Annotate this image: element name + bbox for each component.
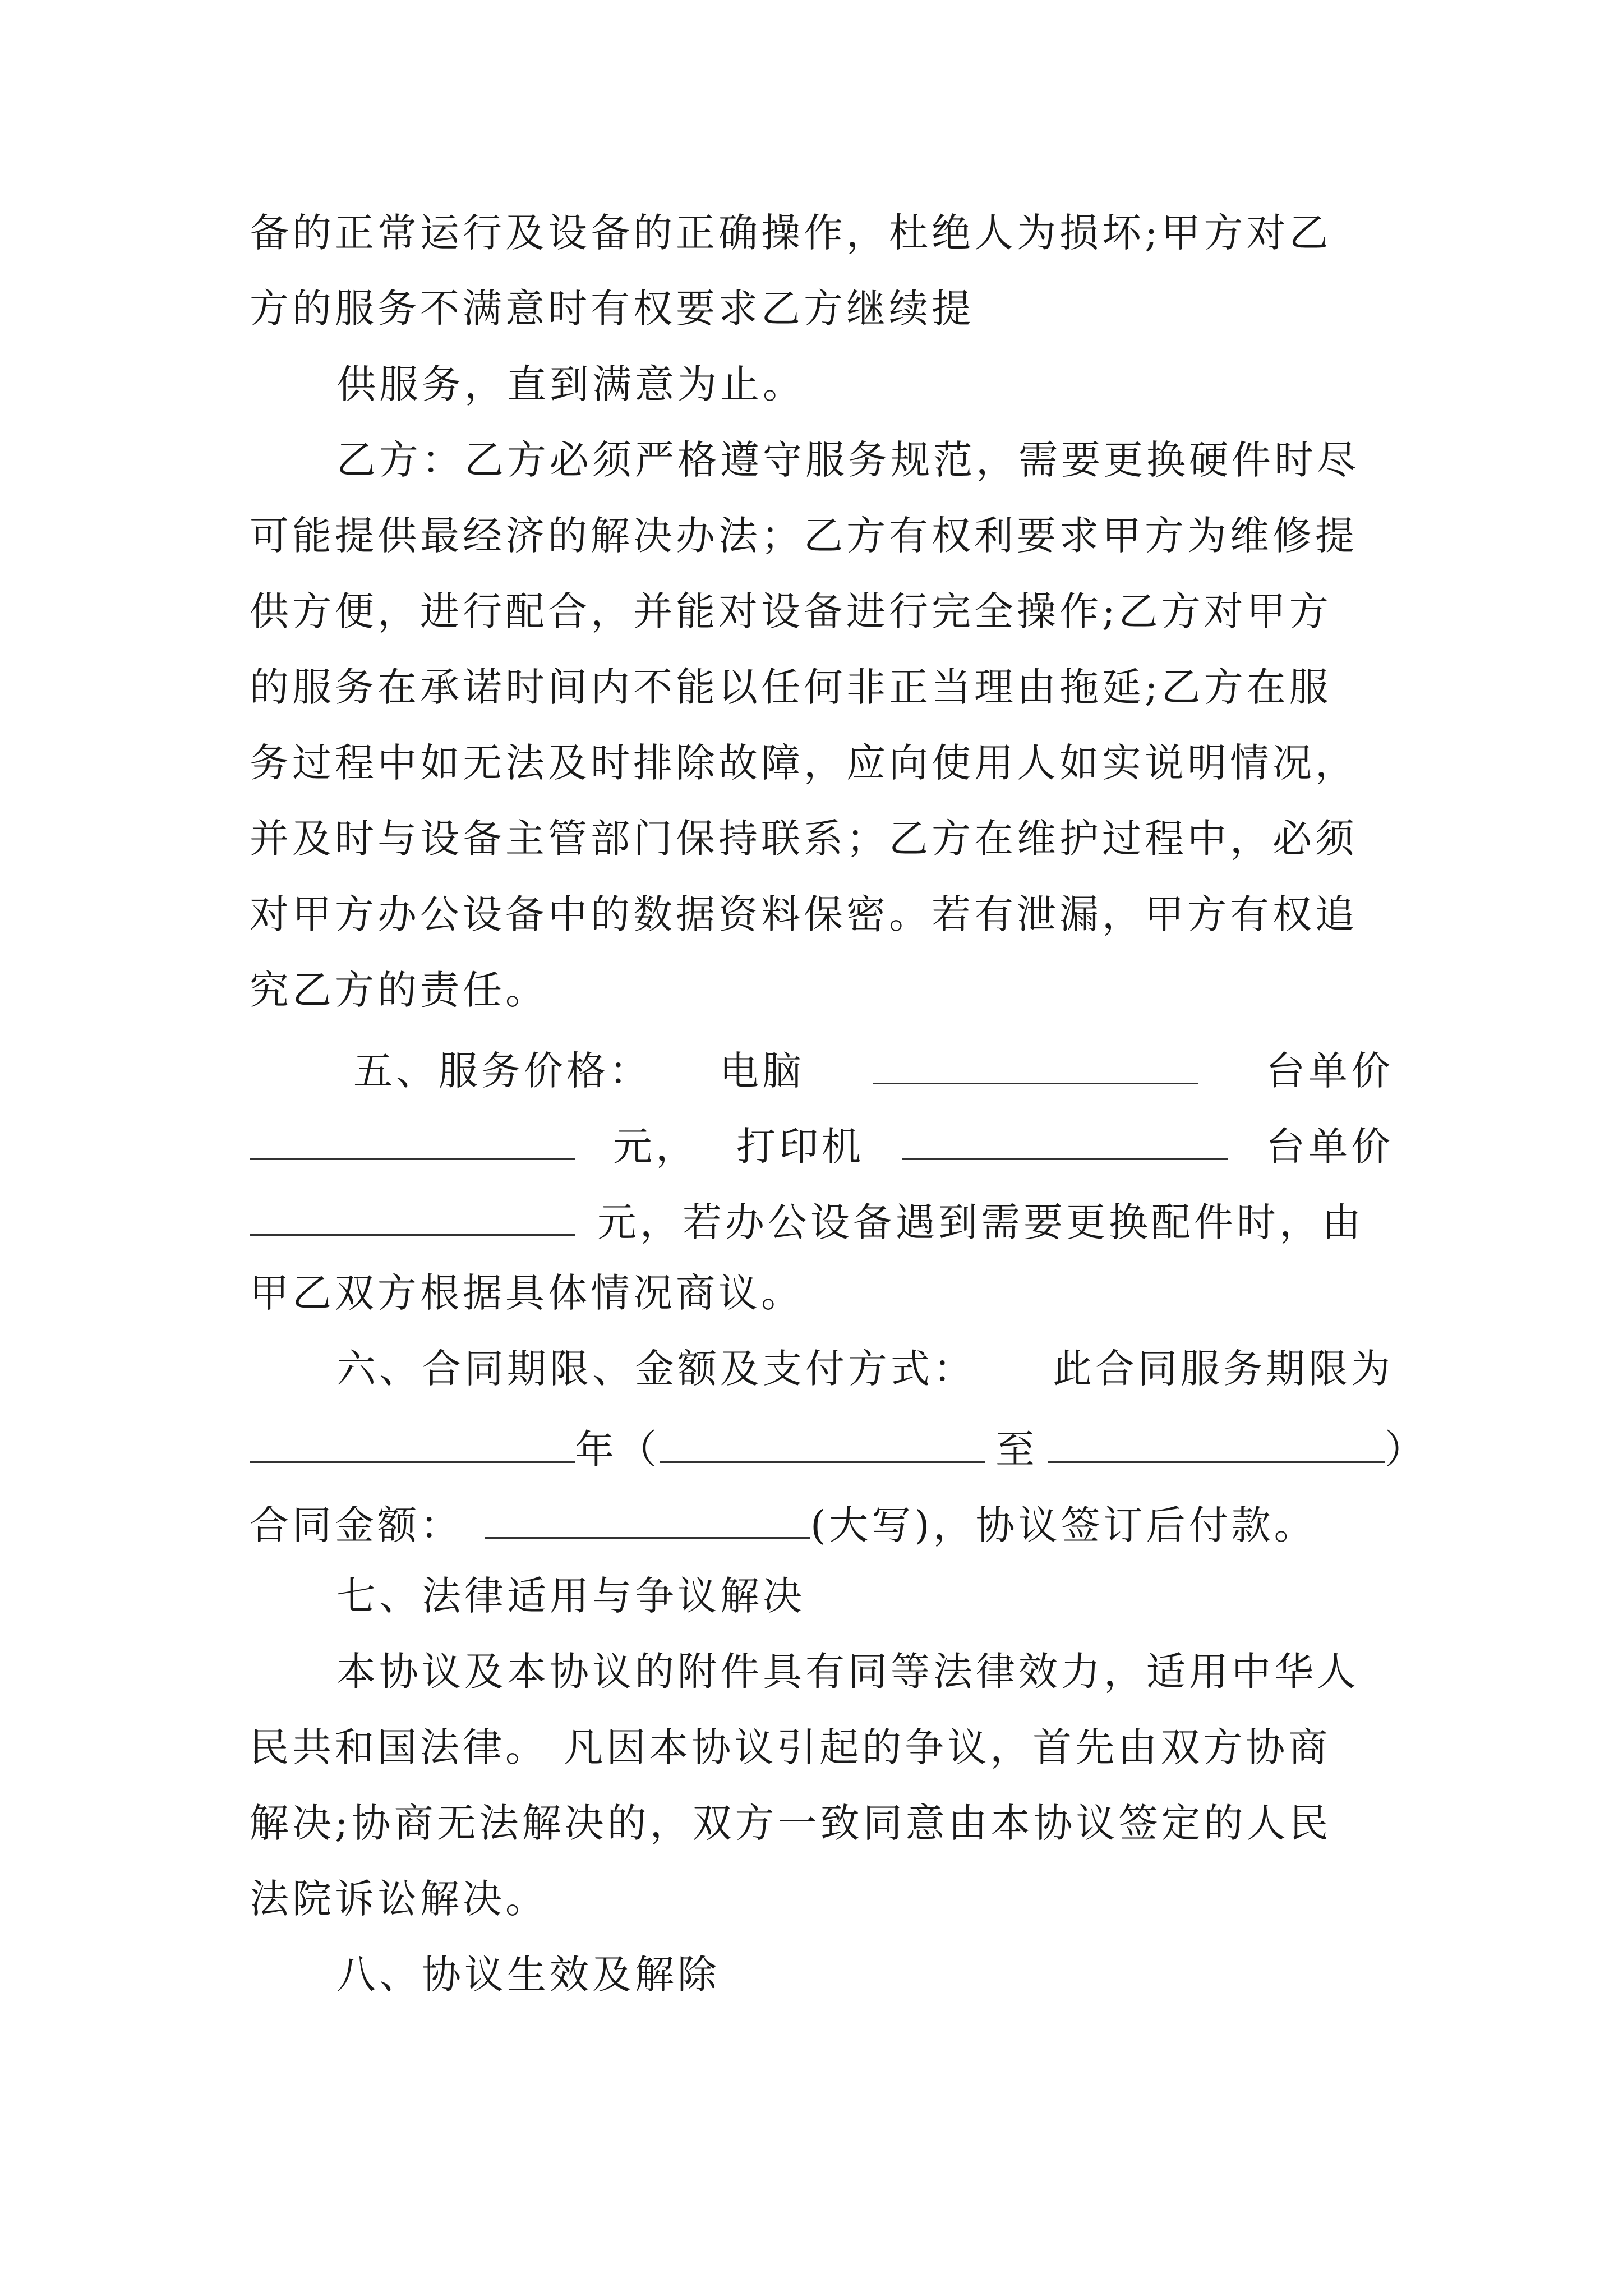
amount-label: 合同金额：: [250, 1502, 463, 1548]
price-heading: 五、服务价格：: [353, 1048, 652, 1094]
paragraph-line: 乙方：乙方必须严格遵守服务规范，需要更换硬件时尽: [336, 437, 1359, 483]
paragraph-line: 法院诉讼解决。: [250, 1876, 548, 1922]
paragraph-line: 可能提供最经济的解决办法；乙方有权利要求甲方为维修提: [250, 513, 1358, 559]
term-years-field[interactable]: [250, 1416, 575, 1463]
paragraph-line: 解决;协商无法解决的，双方一致同意由本协议签定的人民: [250, 1800, 1332, 1846]
computer-count-field[interactable]: [873, 1038, 1198, 1084]
term-heading: 六、合同期限、金额及支付方式：: [336, 1346, 976, 1392]
paragraph-line: 本协议及本协议的附件具有同等法律效力，适用中华人: [336, 1649, 1359, 1695]
printer-count-field[interactable]: [902, 1114, 1228, 1160]
printer-label: 打印机: [736, 1124, 864, 1170]
printer-price-field[interactable]: [250, 1189, 575, 1236]
computer-price-field[interactable]: [250, 1114, 575, 1160]
term-line-1: [336, 1341, 1394, 1402]
term-line-2: [250, 1416, 1427, 1478]
price-line-3: [250, 1189, 1394, 1251]
computer-label: 电脑: [720, 1048, 805, 1094]
unit-price-label: 台单价: [1266, 1048, 1394, 1094]
paragraph-line: 甲乙双方根据具体情况商议。: [250, 1270, 804, 1316]
paragraph-line: 务过程中如无法及时排除故障，应向使用人如实说明情况，: [250, 740, 1358, 786]
amount-field[interactable]: [485, 1492, 810, 1539]
section-heading: 八、协议生效及解除: [336, 1952, 720, 1998]
paragraph-line: 民共和国法律。 凡因本协议引起的争议，首先由双方协商: [250, 1724, 1331, 1770]
close-paren-text: ）: [1385, 1427, 1427, 1473]
term-end-field[interactable]: [1048, 1416, 1385, 1463]
amount-tail-text: (大写)，协议签订后付款。: [810, 1502, 1317, 1548]
price-line-1: [353, 1038, 1394, 1099]
paragraph-line: 究乙方的责任。: [250, 967, 548, 1013]
paragraph-line: 供方便，进行配合，并能对设备进行完全操作;乙方对甲方: [250, 588, 1332, 634]
term-start-field[interactable]: [660, 1416, 985, 1463]
term-period-text: 此合同服务期限为: [1053, 1346, 1394, 1392]
to-text: 至: [995, 1427, 1038, 1473]
price-line-2: [250, 1114, 1394, 1175]
unit-price-label-2: 台单价: [1266, 1124, 1394, 1170]
paragraph-line: 方的服务不满意时有权要求乙方继续提: [250, 286, 974, 332]
paragraph-line: 供服务，直到满意为止。: [336, 361, 805, 407]
paragraph-line: 对甲方办公设备中的数据资料保密。若有泄漏，甲方有权追: [250, 891, 1358, 937]
paragraph-line: 备的正常运行及设备的正确操作，杜绝人为损坏;甲方对乙: [250, 210, 1332, 256]
year-open-text: 年（: [575, 1427, 660, 1473]
paragraph-line: 的服务在承诺时间内不能以任何非正当理由拖延;乙方在服: [250, 664, 1332, 710]
section-heading: 七、法律适用与争议解决: [336, 1573, 805, 1619]
price-tail-text: 元，若办公设备遇到需要更换配件时，由: [597, 1199, 1364, 1245]
paragraph-line: 并及时与设备主管部门保持联系；乙方在维护过程中，必须: [250, 816, 1358, 862]
term-line-3: [250, 1492, 1394, 1554]
yuan-label: 元，: [613, 1124, 698, 1170]
